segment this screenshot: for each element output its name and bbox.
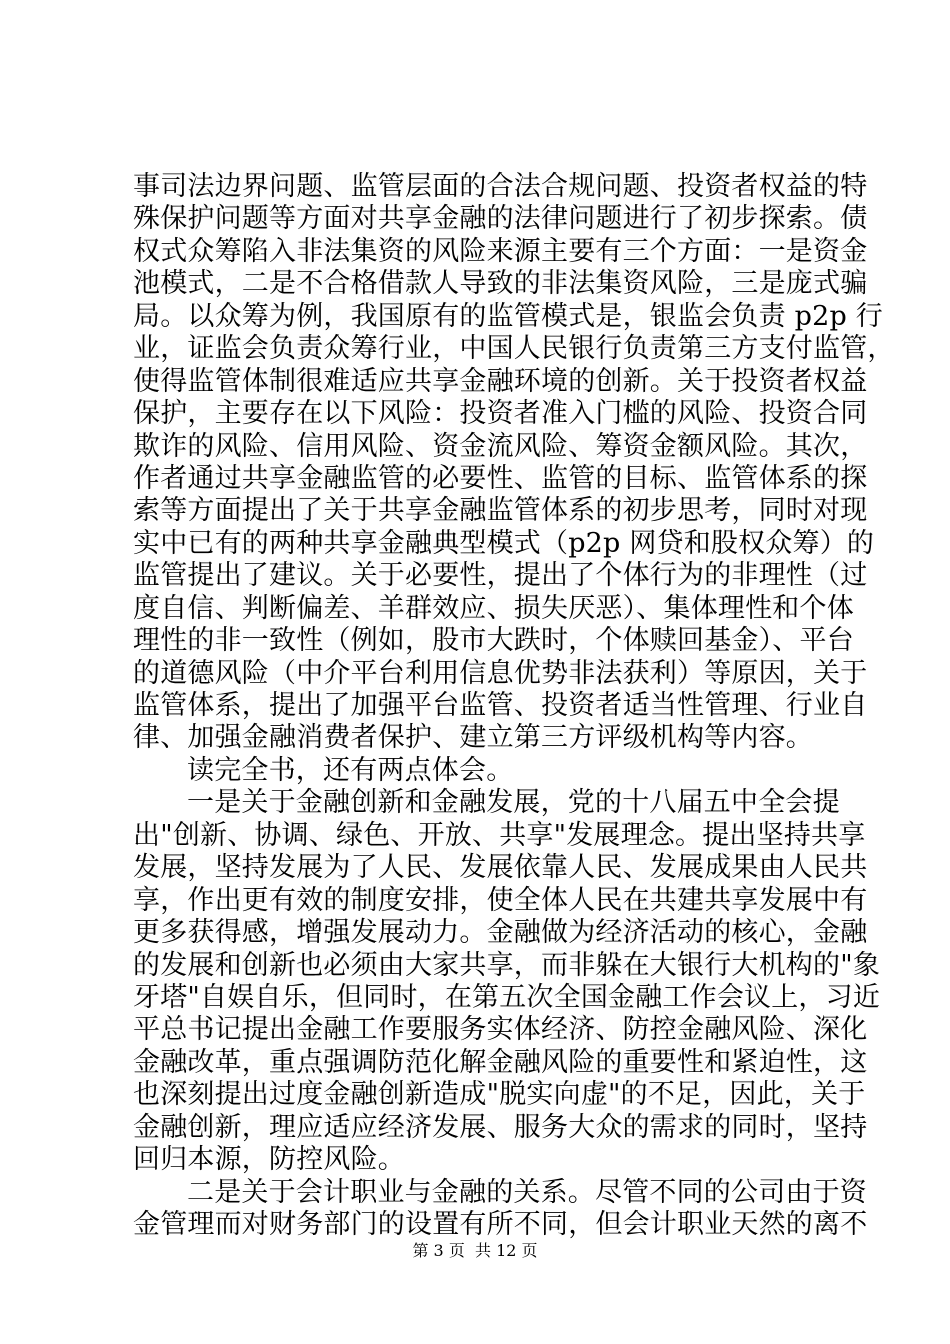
text-line: 发展，坚持发展为了人民、发展依靠人民、发展成果由人民共	[133, 852, 868, 883]
text-line: 实中已有的两种共享金融典型模式（p2p 网贷和股权众筹）的	[133, 528, 875, 559]
text-line: 金融改革，重点强调防范化解金融风险的重要性和紧迫性，这	[133, 1047, 868, 1078]
text-line: 平总书记提出金融工作要服务实体经济、防控金融风险、深化	[133, 1014, 868, 1045]
text-line: 牙塔"自娱自乐，但同时，在第五次全国金融工作会议上，习近	[133, 982, 881, 1013]
text-line: 享，作出更有效的制度安排，使全体人民在共建共享发展中有	[133, 885, 868, 916]
text-line: 回归本源，防控风险。	[133, 1144, 405, 1175]
text-line: 欺诈的风险、信用风险、资金流风险、筹资金额风险。其次，	[133, 431, 868, 462]
text-line: 池模式，二是不合格借款人导致的非法集资风险，三是庞式骗	[133, 268, 868, 299]
text-line: 度自信、判断偏差、羊群效应、损失厌恶）、集体理性和个体	[133, 593, 854, 624]
text-line: 金融创新，理应适应经济发展、服务大众的需求的同时，坚持	[133, 1112, 868, 1143]
text-line: 二是关于会计职业与金融的关系。尽管不同的公司由于资	[187, 1177, 867, 1208]
text-line: 的发展和创新也必须由大家共享，而非躲在大银行大机构的"象	[133, 950, 881, 981]
text-line: 事司法边界问题、监管层面的合法合规问题、投资者权益的特	[133, 171, 868, 202]
text-line: 更多获得感，增强发展动力。金融做为经济活动的核心，金融	[133, 917, 868, 948]
text-line: 权式众筹陷入非法集资的风险来源主要有三个方面：一是资金	[133, 236, 868, 267]
text-line: 索等方面提出了关于共享金融监管体系的初步思考，同时对现	[133, 495, 868, 526]
text-line: 殊保护问题等方面对共享金融的法律问题进行了初步探索。债	[133, 203, 868, 234]
text-line: 保护，主要存在以下风险：投资者准入门槛的风险、投资合同	[133, 398, 868, 429]
text-line: 出"创新、协调、绿色、开放、共享"发展理念。提出坚持共享	[133, 820, 866, 851]
page-footer: 第 3 页 共 12 页	[412, 1241, 538, 1260]
text-line: 金管理而对财务部门的设置有所不同，但会计职业天然的离不	[133, 1209, 868, 1240]
text-line: 理性的非一致性（例如，股市大跌时，个体赎回基金）、平台	[133, 625, 854, 656]
text-line: 监管提出了建议。关于必要性，提出了个体行为的非理性（过	[133, 560, 868, 591]
text-line: 局。以众筹为例，我国原有的监管模式是，银监会负责 p2p 行	[133, 301, 883, 332]
text-line: 读完全书，还有两点体会。	[187, 755, 514, 786]
text-line: 作者通过共享金融监管的必要性、监管的目标、监管体系的探	[133, 463, 868, 494]
text-line: 的道德风险（中介平台利用信息优势非法获利）等原因，关于	[133, 658, 868, 689]
text-line: 业，证监会负责众筹行业，中国人民银行负责第三方支付监管，	[133, 333, 895, 364]
text-line: 也深刻提出过度金融创新造成"脱实向虚"的不足，因此，关于	[133, 1079, 866, 1110]
text-line: 律、加强金融消费者保护、建立第三方评级机构等内容。	[133, 722, 813, 753]
text-line: 使得监管体制很难适应共享金融环境的创新。关于投资者权益	[133, 366, 868, 397]
text-line: 一是关于金融创新和金融发展，党的十八届五中全会提	[187, 787, 840, 818]
text-line: 监管体系，提出了加强平台监管、投资者适当性管理、行业自	[133, 690, 868, 721]
